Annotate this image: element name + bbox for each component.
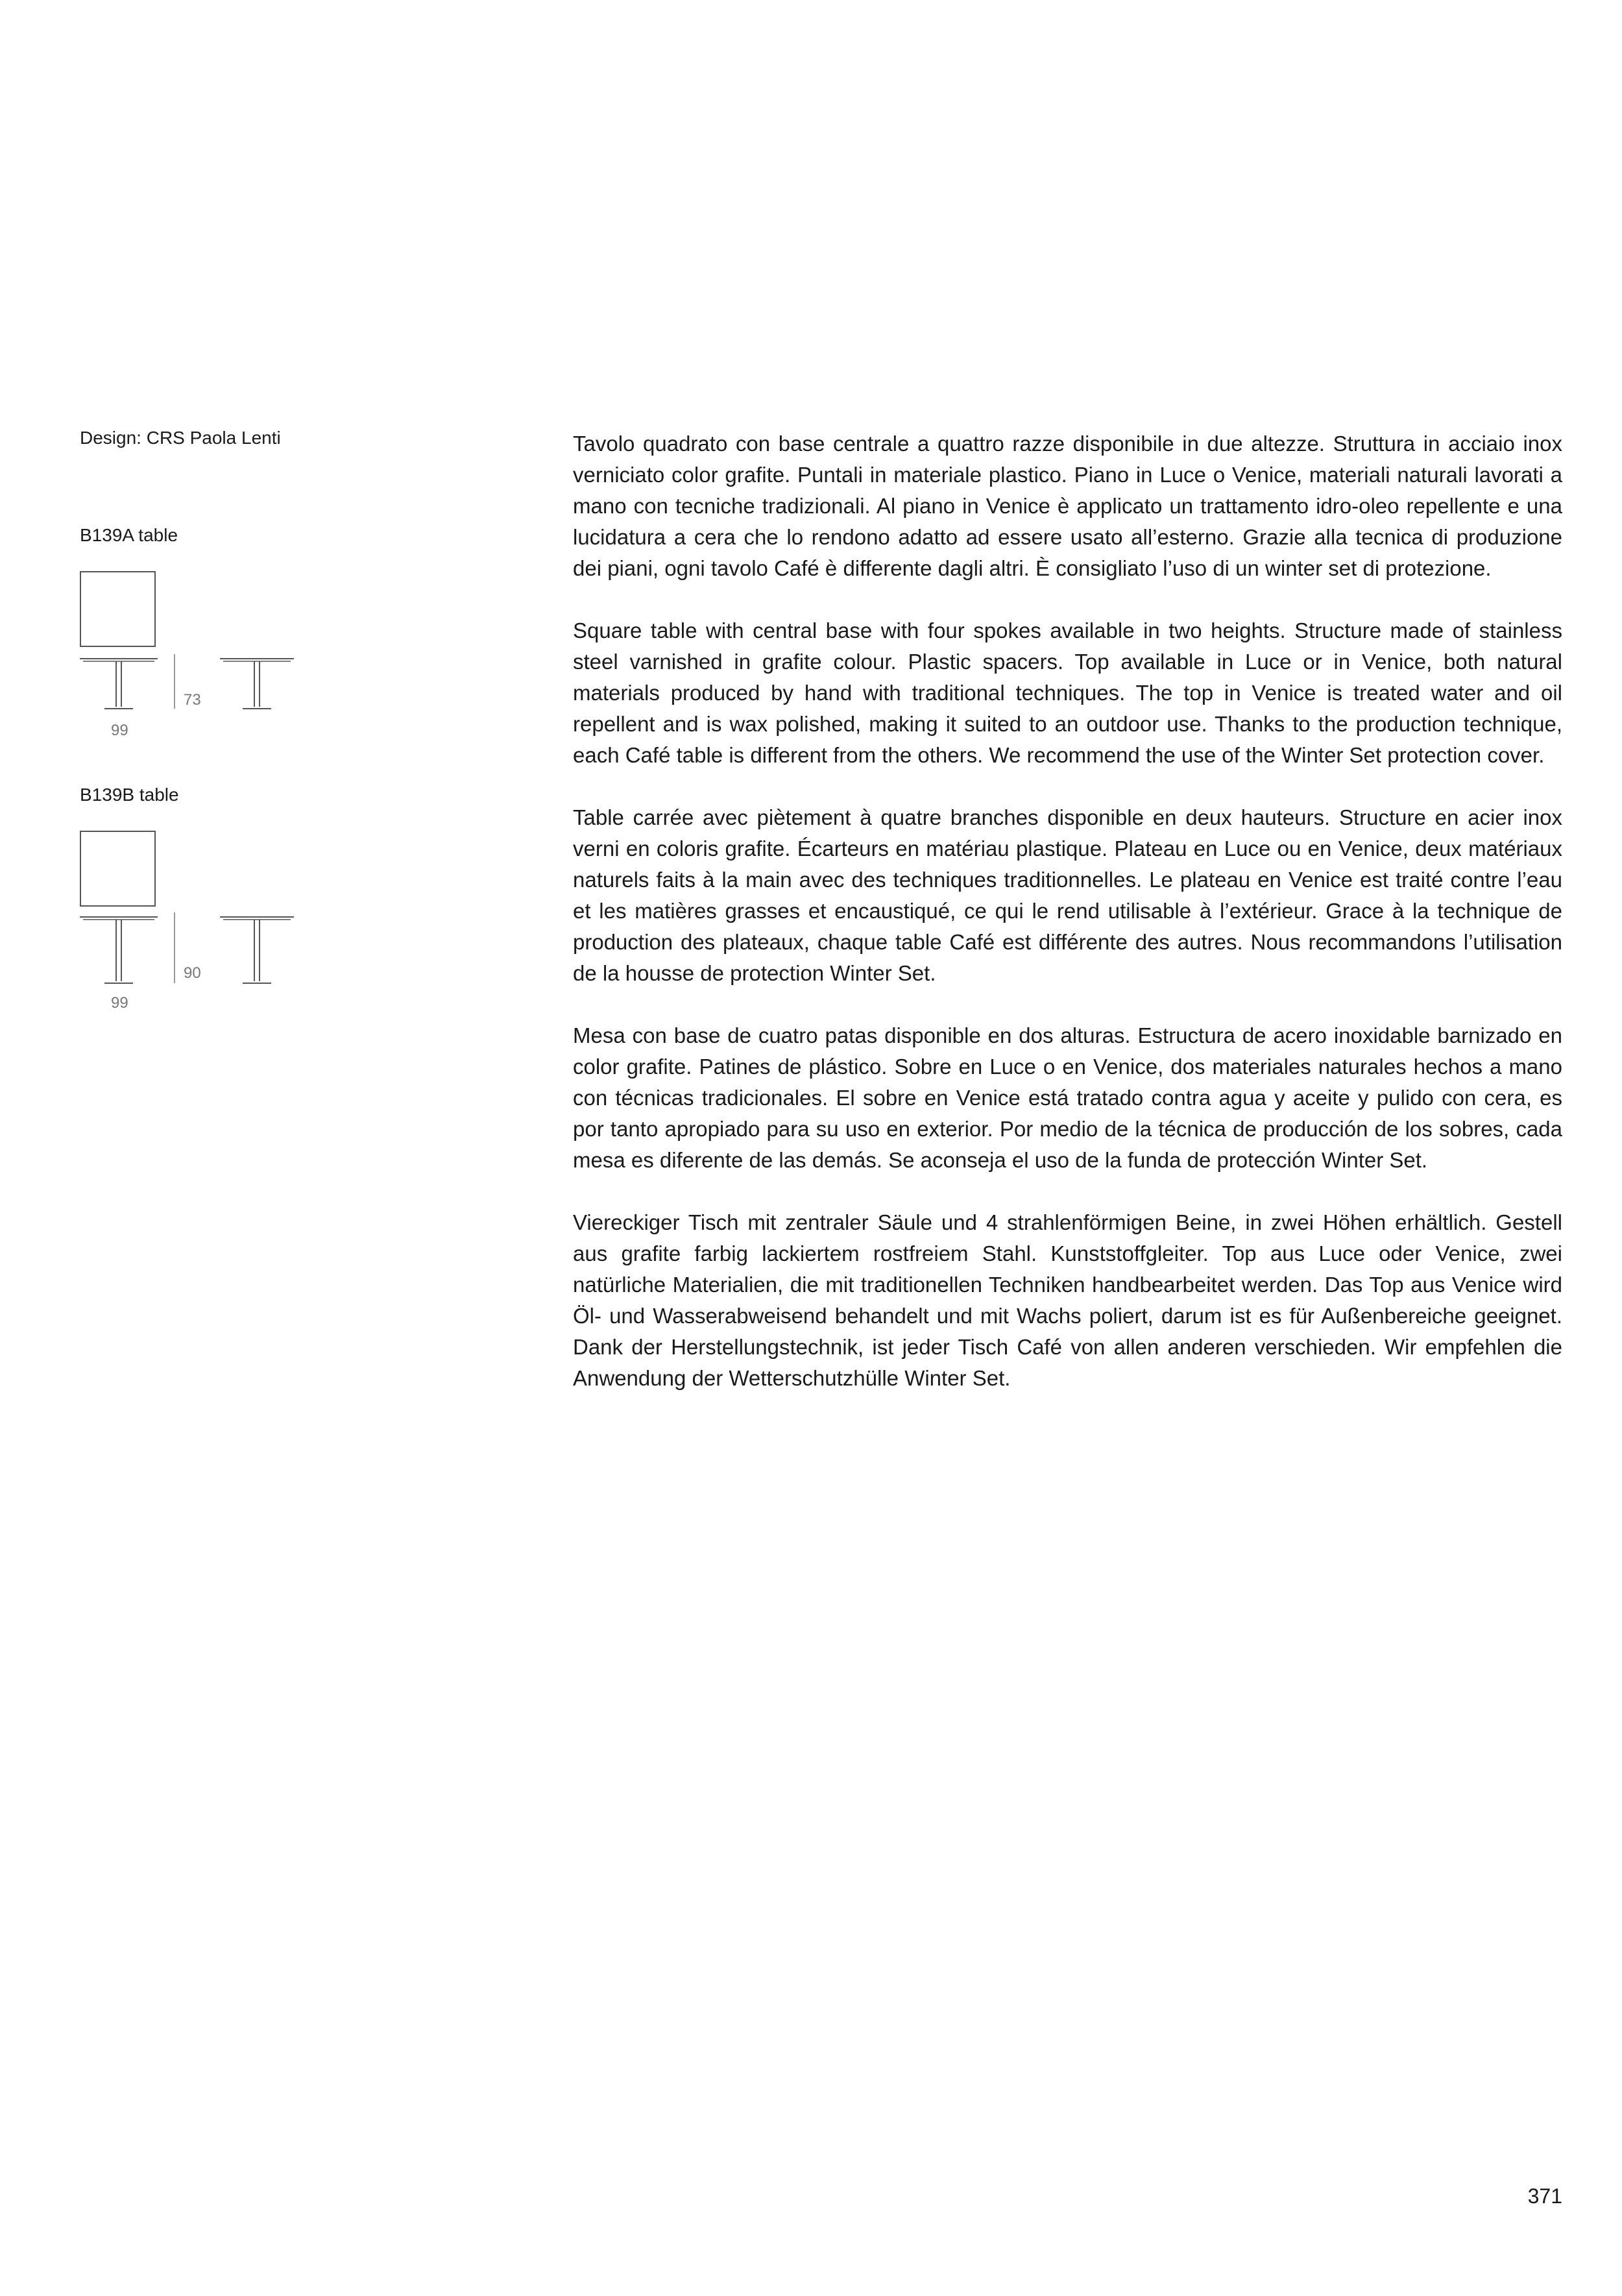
description-column [573, 428, 1562, 1425]
product-b-front-view [80, 917, 158, 983]
description-french: Table carrée avec piètement à quatre branches disponible en deux hauteurs. Structure en acier inox verni en coloris grafite. Écarteurs en matériau plastique. Plateau en Luce ou en Venice, deux matériaux naturels faits à la main avec des techniques traditionnelles. Le plateau en Venice est traité contre l’eau et les matières grasses et encaustiqué, ce qui le rend utilisable à l’extérieur. Grace à la technique de production des plateaux, chaque table Café est différente des autres. Nous recommandons l’utilisation de la housse de protection Winter Set. [573, 805, 1562, 985]
product-a-name: B139A table [80, 525, 178, 545]
product-a-side-view [220, 659, 294, 709]
product-b-width-label: 99 [111, 994, 128, 1012]
product-b-height-label: 90 [184, 964, 201, 982]
product-a-top-view [80, 572, 155, 646]
page-number: 371 [1527, 2184, 1562, 2208]
design-credit: Design: CRS Paola Lenti [80, 428, 281, 448]
product-b-name: B139B table [80, 785, 179, 805]
product-b-side-view [220, 917, 294, 983]
product-b-top-view [80, 831, 155, 906]
product-a-front-view [80, 659, 158, 709]
product-a-width-label: 99 [111, 722, 128, 739]
product-a-height-label: 73 [184, 691, 201, 709]
description-italian: Tavolo quadrato con base centrale a quattro razze disponibile in due altezze. Struttura in acciaio inox verniciato color grafite. Puntali in materiale plastico. Piano in Luce o Venice, materiali naturali lavorati a mano con tecniche tradizionali. Al piano in Venice è applicato un trattamento idro-oleo repellente e una lucidatura a cera che lo rendono adatto ad essere usato all’esterno. Grazie alla tecnica di produzione dei piani, ogni tavolo Café è differente dagli altri. È consigliato l’uso di un winter set di protezione. [573, 432, 1562, 580]
description-spanish: Mesa con base de cuatro patas disponible en dos alturas. Estructura de acero inoxidable barnizado en color grafite. Patines de plástico. Sobre en Luce o en Venice, dos materiales naturales hechos a mano con técnicas tradicionales. El sobre en Venice está tratado contra agua y aceite y pulido con cera, es por tanto apropiado para su uso en exterior. Por medio de la técnica de producción de los sobres, cada mesa es diferente de las demás. Se aconseja el uso de la funda de protección Winter Set. [573, 1023, 1562, 1172]
description-german: Viereckiger Tisch mit zentraler Säule und 4 strahlenförmigen Beine, in zwei Höhen erhältlich. Gestell aus grafite farbig lackiertem rostfreiem Stahl. Kunststoffgleiter. Top aus Luce oder Venice, zwei natürliche Materialien, die mit traditionellen Techniken handbearbeitet werden. Das Top aus Venice wird Öl- und Wasserabweisend behandelt und mit Wachs poliert, darum ist es für Außenbereiche geeignet. Dank der Herstellungstechnik, ist jeder Tisch Café von allen anderen verschieden. Wir empfehlen die Anwendung der Wetterschutzhülle Winter Set. [573, 1210, 1562, 1390]
description-english: Square table with central base with four spokes available in two heights. Structure made of stainless steel varnished in grafite colour. Plastic spacers. Top available in Luce or in Venice, both natural materials produced by hand with traditional techniques. The top in Venice is treated water and oil repellent and is wax polished, making it suited to an outdoor use. Thanks to the production technique, each Café table is different from the others. We recommend the use of the Winter Set protection cover. [573, 618, 1562, 767]
